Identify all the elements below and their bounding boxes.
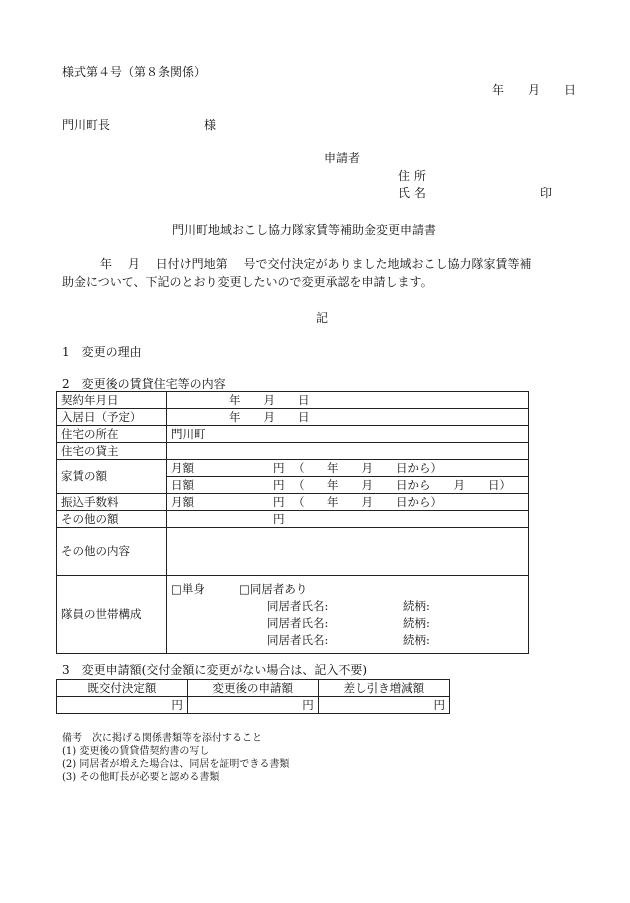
decided-amount-field[interactable]: 円 xyxy=(57,697,188,714)
relation-2: 続柄: xyxy=(403,615,430,630)
other-content-field[interactable] xyxy=(167,528,529,576)
fee-field[interactable] xyxy=(167,494,529,511)
note-item-1: (1) 変更後の賃貸借契約書の写し xyxy=(62,746,210,757)
ki-heading: 記 xyxy=(316,311,329,325)
addressee: 門川町長 xyxy=(62,118,111,132)
rent-monthly-yen: 円 xyxy=(273,460,285,475)
move-in-value: 年 月 日 xyxy=(229,409,310,424)
move-in-field[interactable] xyxy=(167,409,529,426)
landlord-field[interactable] xyxy=(167,443,529,460)
section-change-amount: 3 変更申請額(交付金額に変更がない場合は、記入不要) xyxy=(62,663,368,677)
other-amount-yen: 円 xyxy=(273,511,285,526)
header-requested-amount: 変更後の申請額 xyxy=(187,680,318,697)
rent-monthly-label: 月額 xyxy=(171,460,194,475)
rent-monthly-from: 年 月 日から） xyxy=(327,460,442,475)
rent-monthly-field[interactable] xyxy=(167,460,529,477)
landlord-label: 住宅の貸主 xyxy=(57,443,167,460)
requested-amount-field[interactable]: 円 xyxy=(187,697,318,714)
cohabitant-name-1: 同居者氏名: xyxy=(267,598,329,613)
fee-from: 年 月 日から） xyxy=(327,494,442,509)
note-item-3: (3) その他町長が必要と認める書類 xyxy=(62,772,220,783)
rent-daily-paren: （ xyxy=(293,477,305,492)
relation-1: 続柄: xyxy=(403,598,430,613)
form-number: 様式第４号（第８条関係） xyxy=(62,65,207,79)
contract-date-value: 年 月 日 xyxy=(229,392,310,407)
body-text-line2: 助金について、下記のとおり変更したいので変更承認を申請します。 xyxy=(62,275,433,289)
document-title: 門川町地域おこし協力隊家賃等補助金変更申請書 xyxy=(172,223,437,237)
contract-date-field[interactable] xyxy=(167,392,529,409)
relation-3: 続柄: xyxy=(403,632,430,647)
amount-table xyxy=(56,679,450,714)
other-amount-field[interactable] xyxy=(167,511,529,528)
header-decided-amount: 既交付決定額 xyxy=(57,680,188,697)
rent-label: 家賃の額 xyxy=(57,460,167,494)
single-checkbox[interactable]: □単身 xyxy=(171,581,205,596)
applicant-name-label: 氏 名 xyxy=(398,186,426,200)
other-amount-label: その他の額 xyxy=(57,511,167,528)
note-item-2: (2) 同居者が増えた場合は、同居を証明できる書類 xyxy=(62,759,290,770)
header-difference-amount: 差し引き増減額 xyxy=(318,680,449,697)
seal-mark: 印 xyxy=(540,186,553,200)
submission-date: 年 月 日 xyxy=(492,83,577,97)
notes-title: 備考 次に掲げる関係書類等を添付すること xyxy=(62,733,262,744)
other-content-label: その他の内容 xyxy=(57,528,167,576)
move-in-label: 入居日（予定） xyxy=(57,409,167,426)
location-field[interactable]: 門川町 xyxy=(167,426,529,443)
section-housing-content: 2 変更後の賃貸住宅等の内容 xyxy=(62,377,226,391)
fee-label: 振込手数料 xyxy=(57,494,167,511)
rent-monthly-paren: （ xyxy=(293,460,305,475)
household-label: 隊員の世帯構成 xyxy=(57,576,167,654)
rent-daily-field[interactable] xyxy=(167,477,529,494)
cohabitant-checkbox[interactable]: □同居者あり xyxy=(239,581,308,596)
rent-daily-label: 日額 xyxy=(171,477,194,492)
rent-daily-range: 年 月 日から 月 日） xyxy=(327,477,511,492)
cohabitant-name-3: 同居者氏名: xyxy=(267,632,329,647)
housing-table xyxy=(56,391,529,654)
applicant-address-label: 住 所 xyxy=(398,169,426,183)
section-change-reason: 1 変更の理由 xyxy=(62,345,142,359)
addressee-honorific: 様 xyxy=(204,118,217,132)
cohabitant-name-2: 同居者氏名: xyxy=(267,615,329,630)
body-text-line1: 年 月 日付け門地第 号で交付決定がありました地域おこし協力隊家賃等補 xyxy=(100,257,532,271)
fee-yen: 円 xyxy=(273,494,285,509)
contract-date-label: 契約年月日 xyxy=(57,392,167,409)
fee-monthly-label: 月額 xyxy=(171,494,194,509)
household-field[interactable] xyxy=(167,576,529,654)
rent-daily-yen: 円 xyxy=(273,477,285,492)
location-label: 住宅の所在 xyxy=(57,426,167,443)
applicant-label: 申請者 xyxy=(324,151,361,165)
difference-amount-field[interactable]: 円 xyxy=(318,697,449,714)
fee-paren: （ xyxy=(293,494,305,509)
